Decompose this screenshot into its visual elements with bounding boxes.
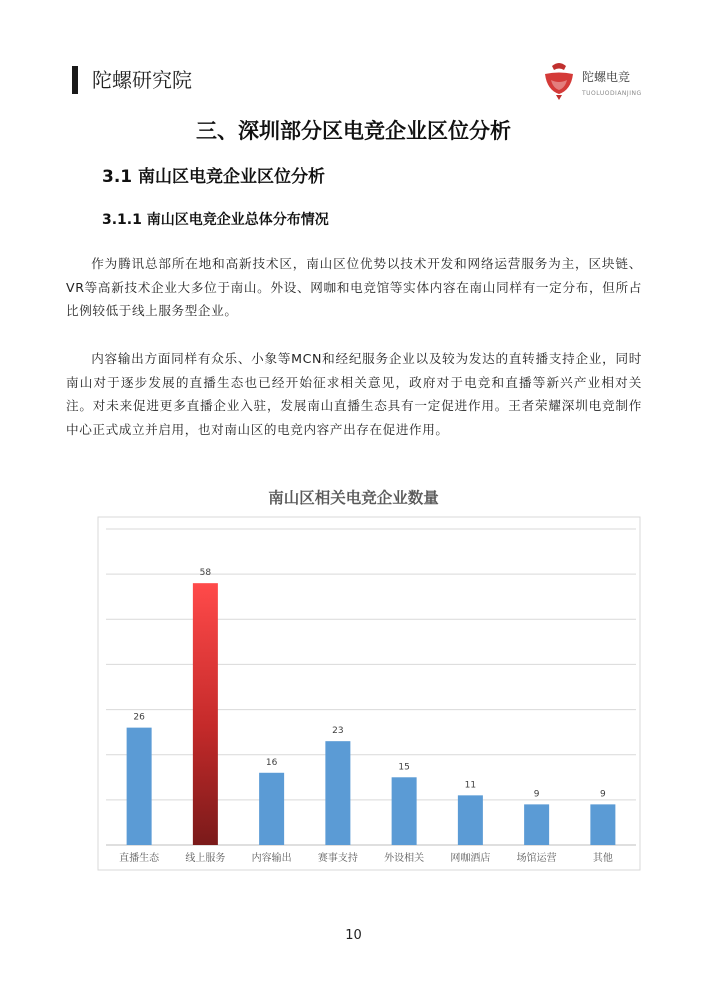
bar (325, 741, 350, 845)
bar (590, 804, 615, 845)
subsubsection-heading: 3.1.1 南山区电竞企业总体分布情况 (102, 212, 329, 228)
header-bar (72, 66, 78, 94)
paragraph-2: 内容输出方面同样有众乐、小象等MCN和经纪服务企业以及较为发达的直转播支持企业，同时南山对于逐步发展的直播生态也已经开始征求相关意见，政府对于电竞和直播等新兴产业相对关注。对未来促进更多直播企业入驻，发展南山直播生态具有一定促进作用。王者荣耀深圳电竞制作中心正式成立并启用，也对南山区的电竞内容产出存在促进作用。 (66, 351, 642, 437)
category-label: 场馆运营 (516, 853, 557, 864)
category-label: 赛事支持 (317, 853, 358, 864)
category-label: 直播生态 (119, 853, 160, 864)
paragraph-1: 作为腾讯总部所在地和高新技术区，南山区位优势以技术开发和网络运营服务为主，区块链、VR等高新技术企业大多位于南山。外设、网咖和电竞馆等实体内容在南山同样有一定分布，但所占比例较低于线上服务型企业。 (66, 256, 642, 318)
bar (524, 804, 549, 845)
category-label: 线上服务 (185, 853, 226, 864)
section-heading: 三、深圳部分区电竞企业区位分析 (196, 119, 511, 143)
chart-border (98, 517, 640, 870)
data-label: 58 (199, 568, 212, 579)
data-label: 11 (464, 780, 477, 791)
subsection-heading: 3.1 南山区电竞企业区位分析 (102, 167, 326, 187)
logo-name: 陀螺电竞 (582, 70, 631, 84)
category-label: 内容输出 (251, 853, 292, 864)
data-label: 16 (265, 757, 278, 768)
chart-title: 南山区相关电竞企业数量 (268, 489, 439, 507)
data-label: 26 (133, 712, 145, 723)
logo-icon (545, 63, 573, 100)
bar (458, 795, 483, 845)
header-title: 陀螺研究院 (92, 68, 192, 92)
category-label: 外设相关 (384, 853, 425, 864)
bar-chart (90, 505, 650, 875)
data-label: 15 (398, 762, 410, 773)
bar (259, 773, 284, 845)
bar (193, 583, 218, 845)
logo-sub: TUOLUODIANJING (582, 90, 642, 97)
data-label: 9 (600, 789, 606, 800)
data-label: 23 (332, 726, 344, 737)
category-label: 网咖酒店 (450, 853, 491, 864)
category-label: 其他 (592, 853, 613, 864)
bar (127, 728, 152, 845)
bar (392, 777, 417, 845)
page-number: 10 (345, 928, 362, 943)
data-label: 9 (533, 789, 540, 800)
